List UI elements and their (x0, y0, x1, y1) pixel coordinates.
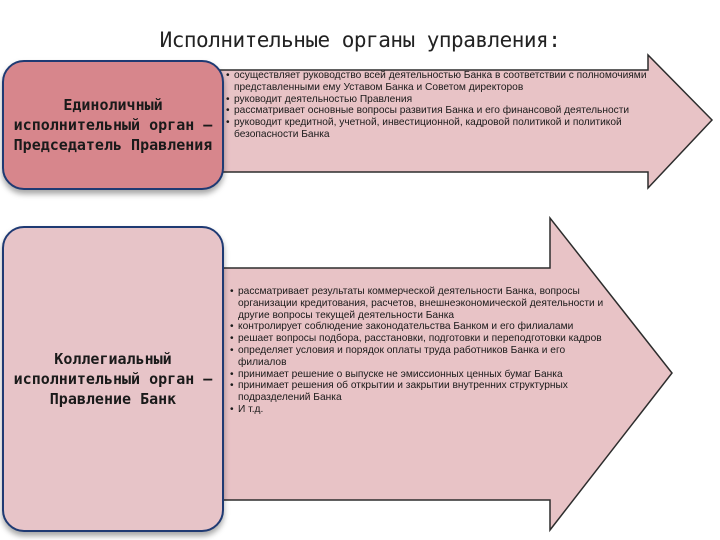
collegial-executive-label: Коллегиальный исполнительный орган – Правление Банк (13, 350, 213, 408)
duty-item: • решает вопросы подбора, расстановки, подготовки и переподготовки кадров (230, 333, 610, 345)
duty-item: • контролирует соблюдение законодательства Банком и его филиалами (230, 321, 610, 333)
duty-item: • принимает решения об открытии и закрытии внутренних структурных подразделений Банка (230, 380, 610, 404)
sole-executive-duties (226, 70, 666, 141)
sole-executive-box (2, 60, 224, 190)
duty-item: • рассматривает основные вопросы развития Банка и его финансовой деятельности (226, 105, 666, 117)
duty-item: • руководит деятельностью Правления (226, 94, 666, 106)
duty-item: • осуществляет руководство всей деятельностью Банка в соответствии с полномочиями представленными ему Уставом Банка и Советом директоров (226, 70, 666, 94)
duty-item: • руководит кредитной, учетной, инвестиционной, кадровой политикой и политикой безопасности Банка (226, 117, 666, 141)
collegial-executive-duties (230, 286, 610, 416)
duty-item: • принимает решение о выпуске не эмиссионных ценных бумаг Банка (230, 369, 610, 381)
slide-title: Исполнительные органы управления: (159, 28, 561, 52)
sole-executive-label: Единоличный исполнительный орган – Председатель Правления (13, 96, 213, 154)
duty-item: • рассматривает результаты коммерческой деятельности Банка, вопросы организации кредитования, расчетов, внешнеэкономической деятельности и другие вопросы текущей деятельности Банка (230, 286, 610, 321)
duty-item: • И т.д. (230, 404, 610, 416)
collegial-executive-box (2, 226, 224, 532)
duty-item: • определяет условия и порядок оплаты труда работников Банка и его филиалов (230, 345, 610, 369)
